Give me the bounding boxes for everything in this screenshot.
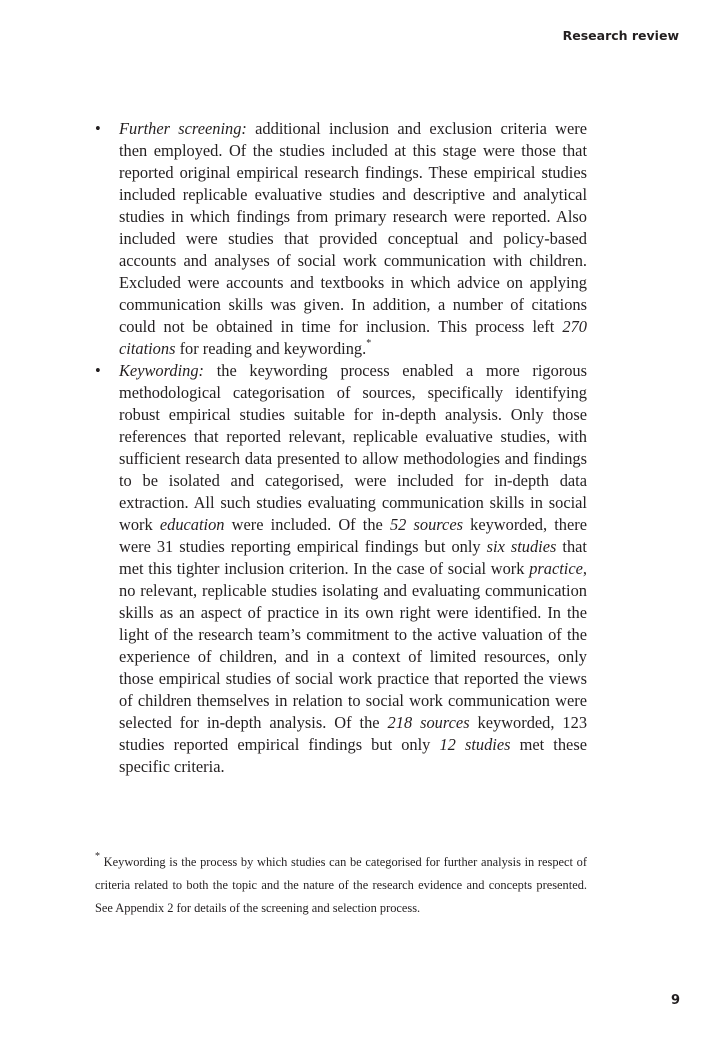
text-run: additional inclusion and exclusion criteria were then employed. Of the studies included at this stage were those that reported original empirical research findings. These empirical studies included replicable evaluative studies and descriptive and analytical studies in which findings from primary research were reported. Also included were studies that provided conceptual and policy-based accounts and analyses of social work communication with children. Excluded were accounts and textbooks in which advice on applying communication skills was given. In addition, a number of citations could not be obtained in time for inclusion. This process left <box>119 119 587 336</box>
text-run: the keywording process enabled a more rigorous methodological categorisation of sources, specifically identifying robust empirical studies suitable for in-depth analysis. Only those references that reported relevant, replicable evaluative studies, with sufficient research data presented to allow methodologies and findings to be isolated and categorised, were included for in-depth data extraction. All such studies evaluating communication skills in social work <box>119 361 587 534</box>
emphasis: 52 sources <box>389 515 463 534</box>
bullet: • <box>95 119 101 138</box>
text-run: were included. Of the <box>224 515 390 534</box>
page-number: 9 <box>670 993 680 1008</box>
footnote-ref: * <box>366 337 372 349</box>
text-run: met these specific criteria. <box>119 735 587 776</box>
body-text <box>95 118 587 778</box>
running-header: Research review <box>562 28 679 43</box>
emphasis: practice <box>529 559 583 578</box>
emphasis: 12 studies <box>439 735 511 754</box>
emphasis: 218 sources <box>387 713 470 732</box>
item-text <box>119 119 587 358</box>
text-run: , no relevant, replicable studies isolating and evaluating communication skills as an aspect of practice in its own right were identified. In the light of the research team’s commitment to the active valuation of the experience of children, and in a context of limited resources, only those empirical studies of social work practice that reported the views of children themselves in relation to social work communication were selected for in-depth analysis. Of the <box>119 559 587 732</box>
text-run: that met this tighter inclusion criterion. In the case of social work <box>119 537 587 578</box>
item-term: Keywording: <box>119 361 204 380</box>
footnote <box>95 851 587 920</box>
emphasis: education <box>159 515 225 534</box>
list-item <box>95 360 587 778</box>
item-term: Further screening: <box>119 119 247 138</box>
list-item <box>95 118 587 360</box>
text-run: for reading and keywording. <box>175 339 367 358</box>
text-run: keyworded, there were 31 studies reporting empirical findings but only <box>119 515 587 556</box>
text-run: keyworded, 123 studies reported empirical findings but only <box>119 713 588 754</box>
bullet: • <box>95 361 101 380</box>
footnote-marker: * <box>95 850 100 862</box>
emphasis: six studies <box>486 537 557 556</box>
emphasis: 270 citations <box>119 317 587 358</box>
item-text <box>119 361 587 776</box>
footnote-text: Keywording is the process by which studies can be categorised for further analysis in respect of criteria related to both the topic and the nature of the research evidence and concepts presented. See Appendix 2 for details of the screening and selection process. <box>95 855 587 915</box>
